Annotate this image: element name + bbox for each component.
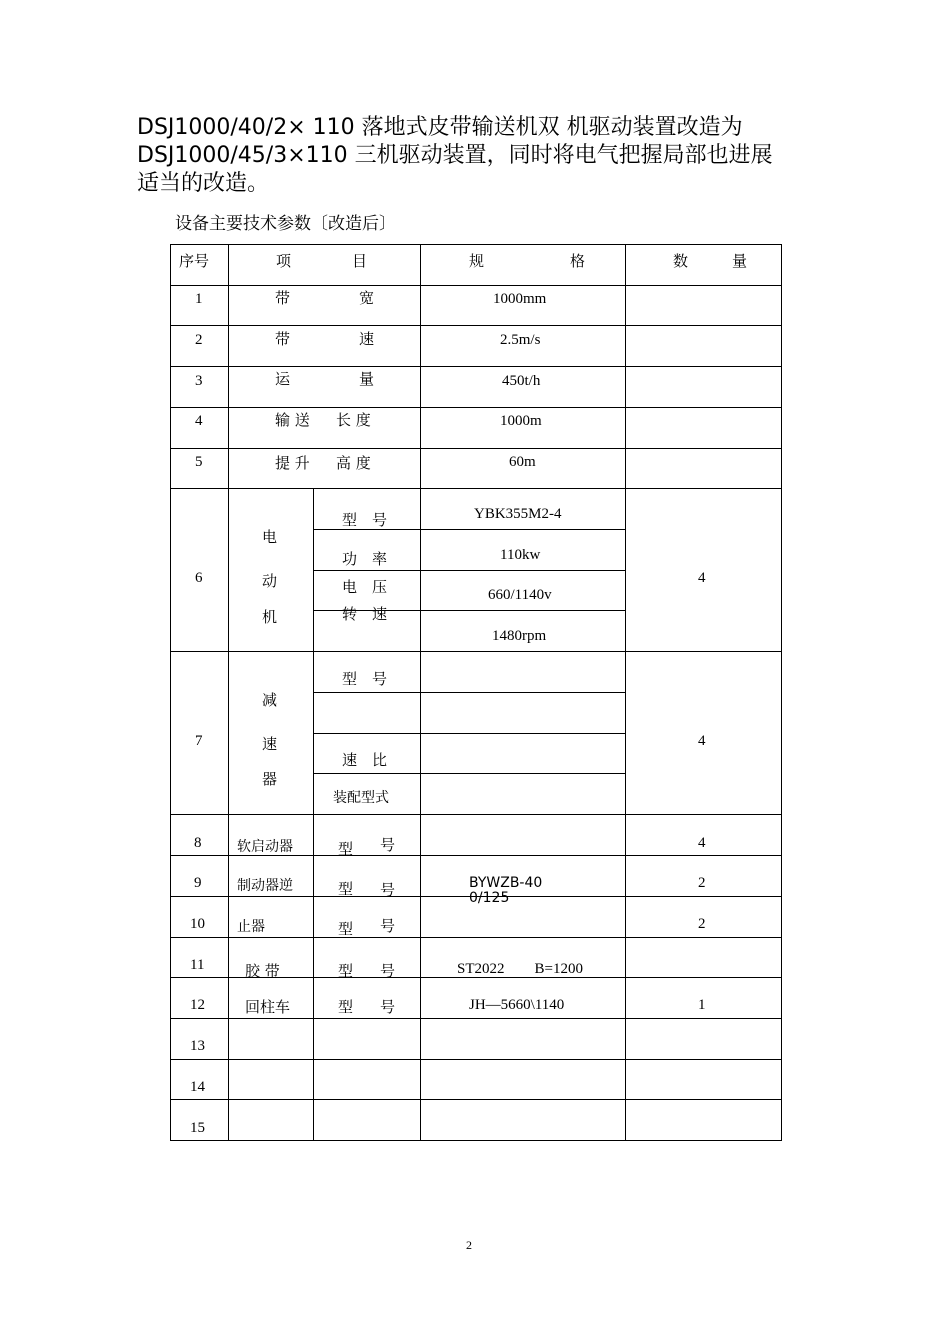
row-spec: 1000m (500, 413, 542, 429)
row-spec: 2.5m/s (500, 332, 541, 348)
row-item-a: 带 (275, 289, 291, 307)
row-no: 1 (195, 291, 203, 307)
row-item-a: 提 升 (275, 454, 310, 472)
row-no: 2 (195, 332, 203, 348)
row-qty: 4 (698, 570, 706, 586)
row-item-a: 带 (275, 330, 291, 348)
row-item-b: 量 (359, 370, 375, 388)
group-label: 器 (262, 770, 278, 788)
header-qty-b: 量 (732, 252, 748, 270)
row-spec: 450t/h (502, 373, 541, 389)
row-sub-b: 号 (380, 998, 396, 1016)
row-spec: JH—5660\1140 (469, 997, 565, 1013)
row-item-b: 速 (359, 330, 375, 348)
intro-line-1: DSJ1000/40/2× 110 落地式皮带输送机双 机驱动装置改造为 (137, 115, 743, 140)
header-qty-a: 数 (673, 252, 689, 270)
row-qty: 4 (698, 835, 706, 851)
row-spec: ST2022 B=1200 (457, 961, 583, 977)
row-name: 止器 (237, 919, 265, 935)
row-sub-b: 号 (380, 836, 396, 854)
row-sub-b: 号 (380, 962, 396, 980)
page-number: 2 (466, 1238, 472, 1252)
row-name: 回柱车 (245, 998, 291, 1016)
sub-item: 速 比 (342, 751, 388, 769)
intro-paragraph (137, 114, 827, 198)
intro-line-2: DSJ1000/45/3×110 三机驱动装置，同时将电气把握局部也进展 (137, 143, 773, 168)
row-spec: BYWZB-400/125 (469, 875, 543, 906)
group-label: 动 (262, 572, 278, 590)
row-item-b: 宽 (359, 289, 375, 307)
row-no: 8 (194, 835, 202, 851)
row-qty: 2 (698, 875, 706, 891)
row-sub-b: 号 (380, 917, 396, 935)
sub-item: 电 压 (342, 578, 388, 596)
row-qty: 1 (698, 997, 706, 1013)
row-name: 胶 带 (245, 962, 280, 980)
header-no: 序号 (179, 252, 210, 270)
group-label: 速 (262, 735, 278, 753)
row-no: 10 (190, 916, 205, 932)
row-no: 12 (190, 997, 205, 1013)
row-no: 6 (195, 570, 203, 586)
row-spec: 1000mm (493, 291, 547, 307)
row-name: 制动器逆 (237, 878, 293, 894)
row-sub-a: 型 (338, 880, 354, 898)
row-sub-a: 型 (338, 998, 354, 1016)
row-no: 13 (190, 1038, 205, 1054)
table-title: 设备主要技术参数〔改造后〕 (175, 214, 396, 234)
row-qty: 4 (698, 733, 706, 749)
row-no: 14 (190, 1079, 205, 1095)
intro-line-3: 适当的改造。 (137, 171, 270, 196)
row-no: 3 (195, 373, 203, 389)
sub-spec: 660/1140v (488, 587, 552, 603)
row-item-a: 运 (275, 370, 291, 388)
sub-item: 装配型式 (333, 790, 389, 806)
header-item-a: 项 (276, 252, 292, 270)
row-item-b: 高 度 (336, 454, 371, 472)
header-spec-b: 格 (570, 252, 586, 270)
sub-spec: YBK355M2-4 (474, 506, 562, 522)
row-no: 5 (195, 454, 203, 470)
group-label: 减 (262, 691, 278, 709)
group-label: 电 (262, 528, 278, 546)
row-no: 15 (190, 1120, 205, 1136)
row-sub-a: 型 (338, 840, 354, 858)
row-no: 11 (190, 957, 205, 973)
sub-item: 功 率 (342, 550, 388, 568)
header-item-b: 目 (352, 252, 368, 270)
row-sub-a: 型 (338, 920, 354, 938)
row-no: 9 (194, 875, 202, 891)
sub-spec: 1480rpm (492, 628, 547, 644)
sub-item: 转 速 (342, 605, 388, 623)
row-name: 软启动器 (237, 839, 293, 855)
row-sub-a: 型 (338, 962, 354, 980)
row-no: 7 (195, 733, 203, 749)
row-item-a: 输 送 (275, 411, 310, 429)
row-item-b: 长 度 (336, 411, 371, 429)
row-sub-b: 号 (380, 881, 396, 899)
row-no: 4 (195, 413, 203, 429)
sub-item: 型 号 (342, 511, 388, 529)
row-qty: 2 (698, 916, 706, 932)
header-spec-a: 规 (469, 252, 485, 270)
row-spec: 60m (509, 454, 536, 470)
group-label: 机 (262, 608, 278, 626)
sub-spec: 110kw (500, 547, 541, 563)
sub-item: 型 号 (342, 670, 388, 688)
